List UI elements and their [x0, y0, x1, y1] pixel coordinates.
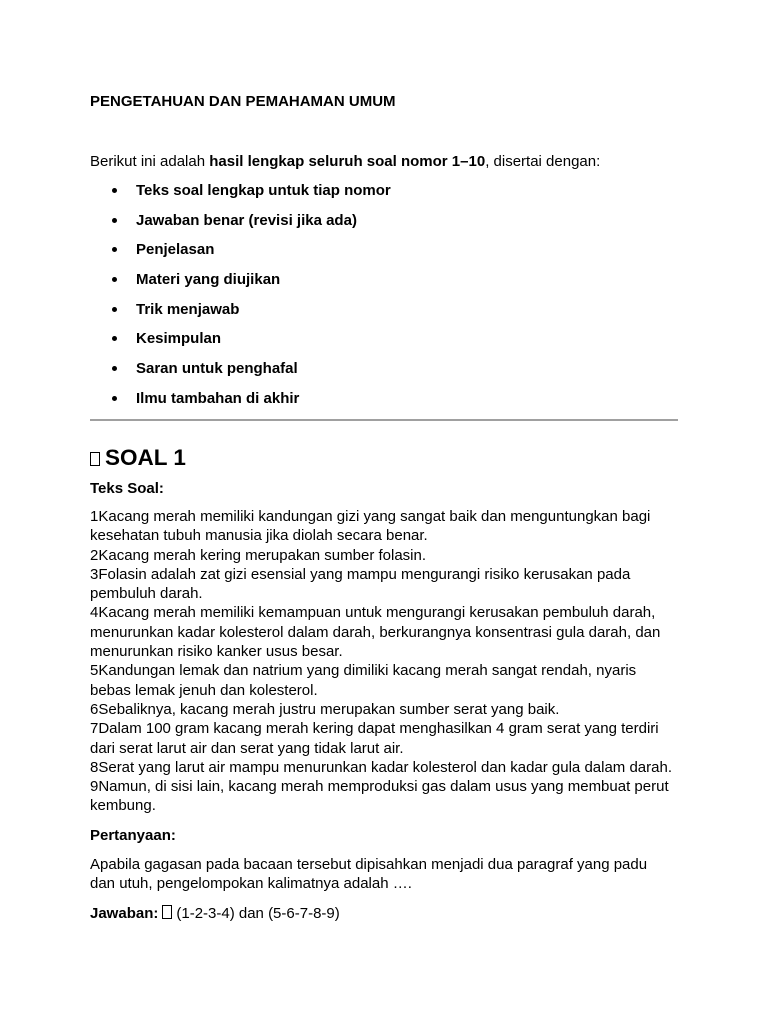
- soal-heading-text: SOAL 1: [105, 445, 186, 470]
- teks-line: 2Kacang merah kering merupakan sumber folasin.: [90, 546, 427, 564]
- missing-glyph-icon: [90, 452, 100, 466]
- intro-text-bold: hasil lengkap seluruh soal nomor 1–10: [209, 153, 486, 170]
- pertanyaan-body: [90, 855, 690, 894]
- feature-bullet-list: [90, 181, 391, 419]
- jawaban-line: [90, 904, 340, 923]
- teks-line: bebas lemak jenuh dan kolesterol.: [90, 681, 318, 699]
- bullet-text: Materi yang diujikan: [136, 271, 281, 289]
- teks-line: 3Folasin adalah zat gizi esensial yang mampu mengurangi risiko kerusakan pada: [90, 565, 631, 583]
- bullet-dot-icon: [112, 366, 117, 371]
- jawaban-label: Jawaban:: [90, 905, 159, 922]
- pertanyaan-line: Apabila gagasan pada bacaan tersebut dipisahkan menjadi dua paragraf yang padu: [90, 856, 648, 873]
- bullet-dot-icon: [112, 247, 117, 252]
- bullet-dot-icon: [112, 396, 117, 401]
- jawaban-value: (1-2-3-4) dan (5-6-7-8-9): [176, 905, 340, 922]
- teks-soal-label: Teks Soal:: [90, 480, 164, 497]
- bullet-dot-icon: [112, 307, 117, 312]
- teks-line: 4Kacang merah memiliki kemampuan untuk mengurangi kerusakan pembuluh darah,: [90, 604, 656, 622]
- bullet-item: [90, 270, 391, 300]
- pertanyaan-label: Pertanyaan:: [90, 827, 176, 844]
- teks-line: menurunkan risiko kanker usus besar.: [90, 643, 343, 661]
- bullet-text: Penjelasan: [136, 241, 215, 259]
- teks-line: 8Serat yang larut air mampu menurunkan kadar kolesterol dan kadar gula dalam darah.: [90, 758, 672, 776]
- teks-soal-body: [90, 507, 690, 816]
- teks-line: 9Namun, di sisi lain, kacang merah memproduksi gas dalam usus yang membuat perut: [90, 778, 669, 796]
- teks-line: 1Kacang merah memiliki kandungan gizi yang sangat baik dan menguntungkan bagi: [90, 508, 651, 525]
- bullet-item: [90, 389, 391, 419]
- teks-line: 6Sebaliknya, kacang merah justru merupakan sumber serat yang baik.: [90, 700, 560, 718]
- bullet-dot-icon: [112, 277, 117, 282]
- bullet-item: [90, 329, 391, 359]
- bullet-dot-icon: [112, 336, 117, 341]
- bullet-item: [90, 211, 391, 241]
- bullet-text: Teks soal lengkap untuk tiap nomor: [136, 182, 391, 199]
- bullet-text: Trik menjawab: [136, 300, 240, 318]
- intro-text-start: Berikut ini adalah: [90, 153, 210, 170]
- bullet-item: [90, 181, 391, 211]
- intro-text-end: , disertai dengan:: [485, 153, 601, 170]
- bullet-text: Jawaban benar (revisi jika ada): [136, 211, 357, 229]
- bullet-text: Ilmu tambahan di akhir: [136, 389, 300, 407]
- teks-line: dari serat larut air dan serat yang tidak larut air.: [90, 739, 404, 757]
- teks-line: menurunkan kadar kolesterol dalam darah, berkurangnya konsentrasi gula darah, dan: [90, 623, 661, 641]
- bullet-text: Saran untuk penghafal: [136, 360, 298, 378]
- bullet-item: [90, 359, 391, 389]
- teks-line: 7Dalam 100 gram kacang merah kering dapat menghasilkan 4 gram serat yang terdiri: [90, 720, 659, 738]
- teks-line: kembung.: [90, 797, 156, 815]
- document-title: PENGETAHUAN DAN PEMAHAMAN UMUM: [90, 93, 396, 110]
- pertanyaan-line: dan utuh, pengelompokan kalimatnya adalah ….: [90, 875, 412, 893]
- teks-line: kesehatan tubuh manusia jika diolah secara benar.: [90, 527, 428, 545]
- bullet-text: Kesimpulan: [136, 330, 222, 348]
- teks-line: 5Kandungan lemak dan natrium yang dimiliki kacang merah sangat rendah, nyaris: [90, 662, 637, 680]
- bullet-item: [90, 240, 391, 270]
- missing-glyph-icon: [162, 905, 172, 919]
- soal-heading: [90, 445, 186, 470]
- bullet-item: [90, 300, 391, 330]
- horizontal-divider: [90, 419, 678, 421]
- bullet-dot-icon: [112, 218, 117, 223]
- teks-line: pembuluh darah.: [90, 585, 203, 603]
- bullet-dot-icon: [112, 188, 117, 193]
- intro-paragraph: [90, 152, 600, 171]
